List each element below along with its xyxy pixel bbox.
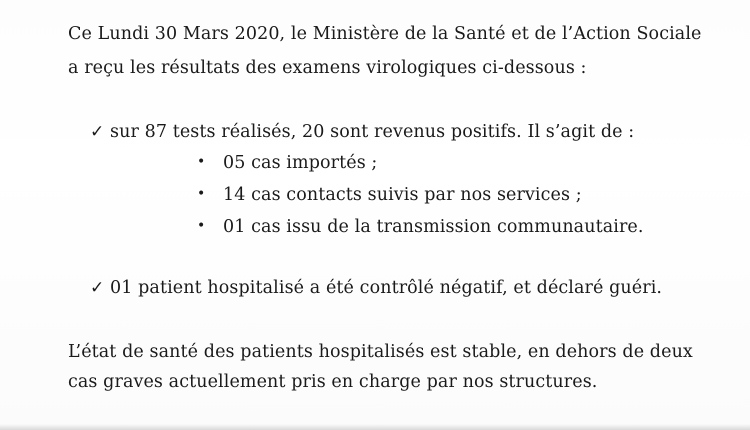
sub-list-item-community xyxy=(197,214,644,239)
bullet-icon: • xyxy=(197,186,206,202)
checklist-item-recovered xyxy=(90,276,662,300)
intro-line-1 xyxy=(68,22,701,46)
conclusion-line-1 xyxy=(68,340,693,364)
checkmark-icon: ✓ xyxy=(90,278,105,298)
conclusion-line-2 xyxy=(68,370,597,394)
checklist-item-text: sur 87 tests réalisés, 20 sont revenus positifs. Il s’agit de : xyxy=(110,122,635,142)
bullet-icon: • xyxy=(197,154,206,170)
sub-list-item-contacts xyxy=(197,182,582,207)
checkmark-icon: ✓ xyxy=(90,122,105,142)
conclusion-text-2: cas graves actuellement pris en charge par nos structures. xyxy=(68,372,598,392)
intro-text-1: Ce Lundi 30 Mars 2020, le Ministère de la Santé et de l’Action Sociale xyxy=(68,24,702,44)
intro-line-2 xyxy=(68,56,587,80)
checklist-item-tests xyxy=(90,120,634,144)
page-bottom-shadow xyxy=(0,424,750,430)
sub-list-item-imported xyxy=(197,150,377,175)
checklist-item-text: 01 patient hospitalisé a été contrôlé négatif, et déclaré guéri. xyxy=(110,278,663,298)
sub-list-item-text: 01 cas issu de la transmission communautaire. xyxy=(223,217,644,237)
sub-list-item-text: 14 cas contacts suivis par nos services ; xyxy=(223,185,582,205)
intro-text-2: a reçu les résultats des examens virologiques ci-dessous : xyxy=(68,58,587,78)
conclusion-text-1: L’état de santé des patients hospitalisés est stable, en dehors de deux xyxy=(68,342,693,362)
sub-list-item-text: 05 cas importés ; xyxy=(223,153,378,173)
bullet-icon: • xyxy=(197,218,206,234)
